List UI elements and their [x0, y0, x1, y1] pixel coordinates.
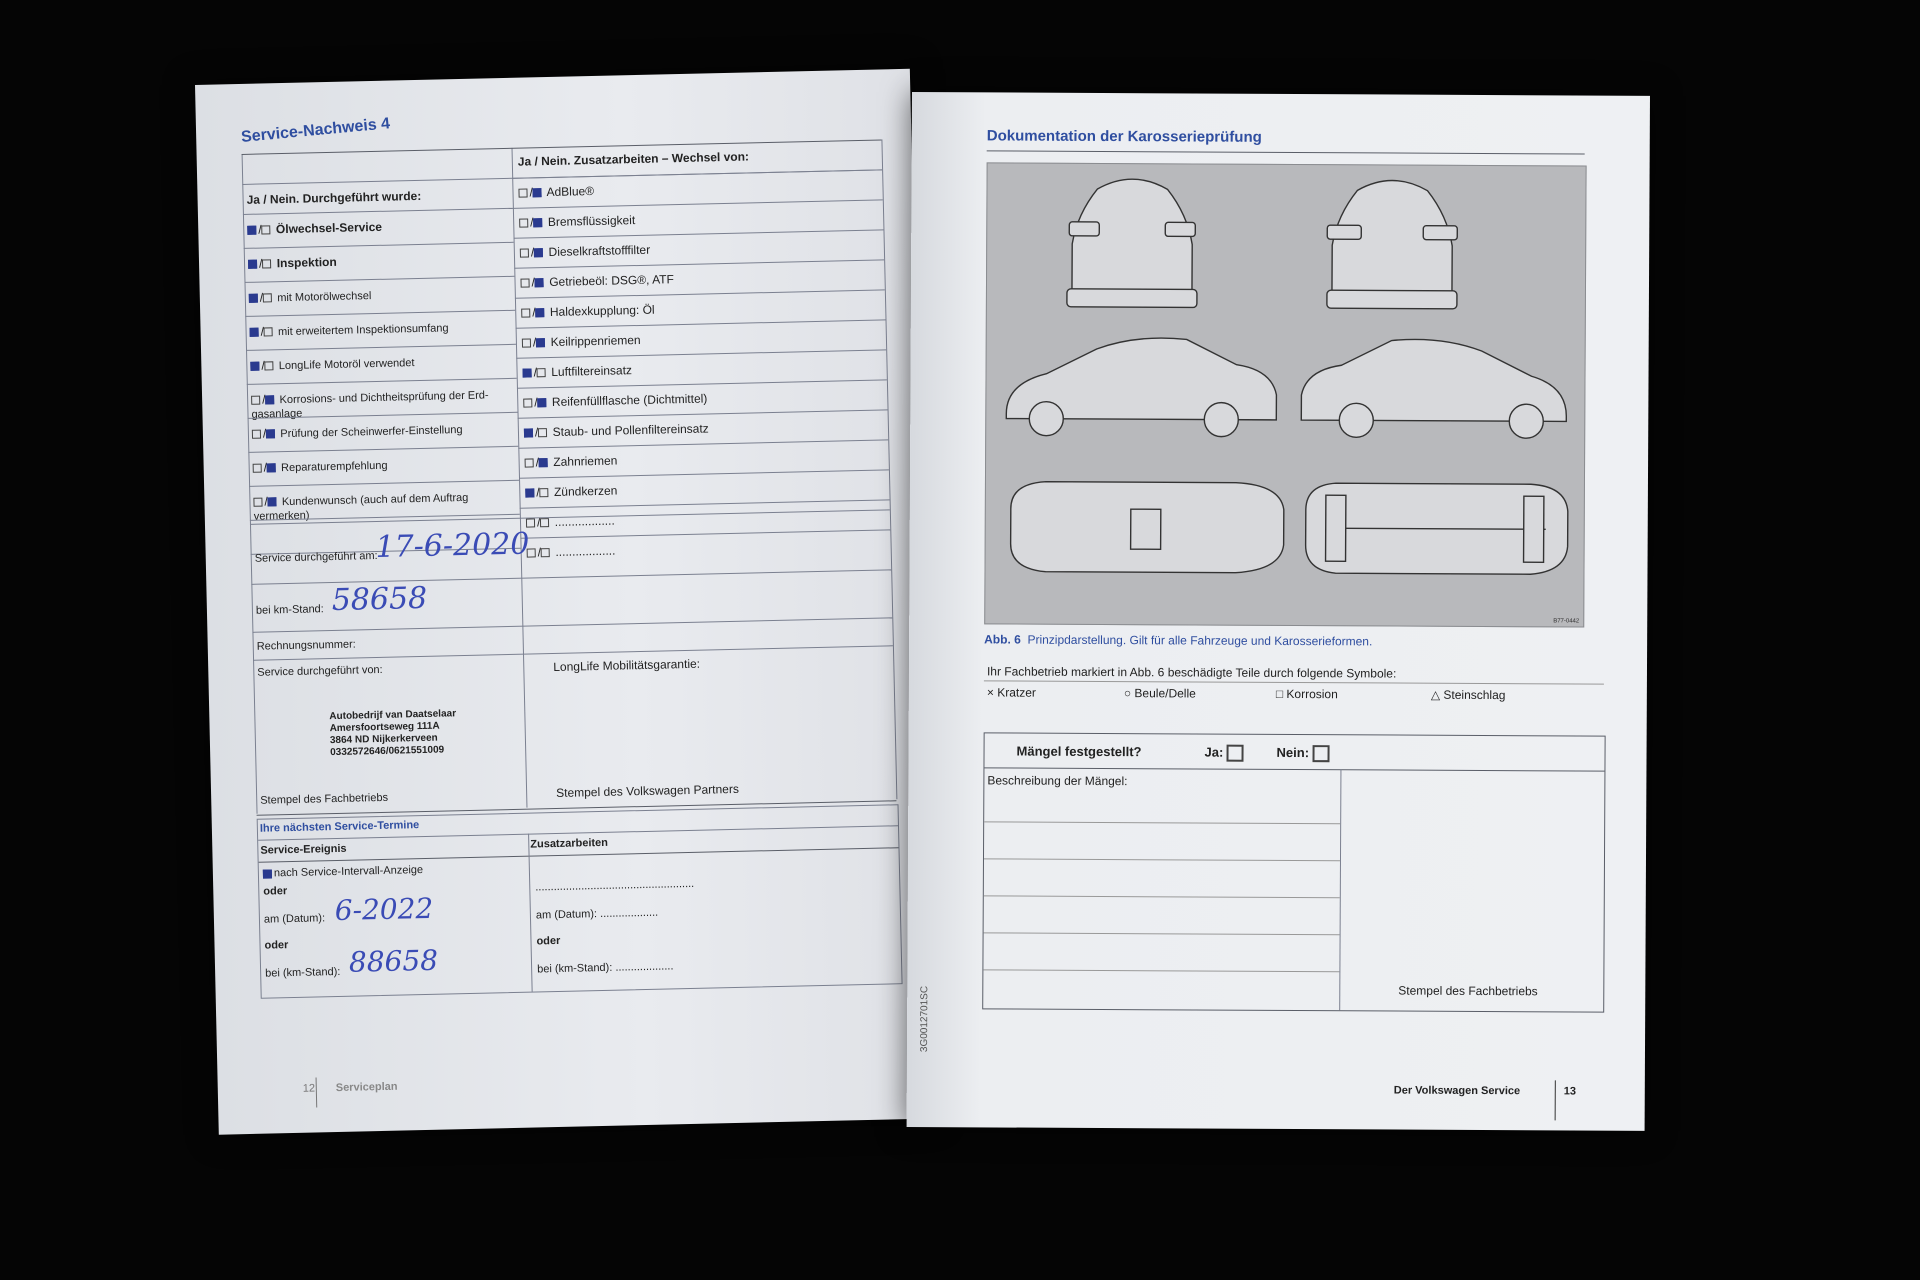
- checkbox[interactable]: [538, 428, 547, 437]
- next-km-label: bei (km-Stand):: [265, 965, 341, 980]
- nein-checkbox[interactable]: [1313, 745, 1330, 762]
- zusatz-item: / AdBlue®: [518, 184, 594, 200]
- zusatz-item: / Dieselkraftstofffilter: [520, 243, 651, 260]
- figure-caption: [984, 632, 1372, 648]
- checkbox[interactable]: [263, 294, 272, 303]
- checkbox[interactable]: [518, 189, 527, 198]
- zusatz-item: / Haldexkupplung: Öl: [521, 303, 655, 320]
- checkbox[interactable]: [535, 278, 544, 287]
- zusatz-item: / Bremsflüssigkeit: [519, 213, 635, 230]
- checkbox[interactable]: [520, 279, 529, 288]
- left-page: [195, 69, 934, 1135]
- next-km-label-r: bei (km-Stand): ...................: [537, 960, 674, 976]
- checkbox[interactable]: [537, 368, 546, 377]
- checkbox[interactable]: [533, 188, 542, 197]
- zusatz-item: / ..................: [526, 514, 615, 530]
- stamp-label-left: Stempel des Fachbetriebs: [260, 791, 389, 807]
- ja-label: Ja:: [1204, 745, 1246, 762]
- km-label: bei km-Stand:: [255, 603, 324, 617]
- checkbox[interactable]: [525, 459, 534, 468]
- checkbox-checked: [263, 869, 272, 878]
- stamp-label: Stempel des Fachbetriebs: [1398, 983, 1538, 999]
- next-sia: nach Service-Intervall-Anzeige: [263, 864, 423, 880]
- checkbox[interactable]: [252, 430, 261, 439]
- checkbox[interactable]: [524, 429, 533, 438]
- checkbox[interactable]: [534, 248, 543, 257]
- checkbox[interactable]: [249, 294, 258, 303]
- service-date-value: 17-6-2020: [375, 526, 530, 566]
- checkbox[interactable]: [536, 338, 545, 347]
- zusatz-item: / Keilrippenriemen: [522, 333, 641, 350]
- checkbox[interactable]: [253, 498, 262, 507]
- service-item-left: / mit Motorölwechsel: [249, 285, 511, 305]
- performed-by-label: Service durchgeführt von:: [257, 663, 383, 679]
- checkbox[interactable]: [523, 369, 532, 378]
- karosserie-title: Dokumentation der Karosserieprüfung: [986, 127, 1262, 146]
- next-date-label-r: am (Datum): ...................: [535, 906, 659, 922]
- checkbox[interactable]: [533, 218, 542, 227]
- checkbox[interactable]: [264, 328, 273, 337]
- zusatz-item: / Staub- und Pollenfiltereinsatz: [524, 421, 709, 439]
- checkbox[interactable]: [265, 362, 274, 371]
- service-table: [242, 139, 897, 813]
- checkbox[interactable]: [253, 464, 262, 473]
- col-left-header: Ja / Nein. Durchgeführt wurde:: [246, 188, 422, 207]
- checkbox[interactable]: [267, 464, 276, 473]
- page-number-left: 12: [302, 1082, 316, 1095]
- checkbox[interactable]: [250, 362, 259, 371]
- checkbox[interactable]: [266, 430, 275, 439]
- page-section: Serviceplan: [335, 1080, 398, 1095]
- checkbox[interactable]: [520, 249, 529, 258]
- km-value: 58658: [331, 580, 428, 619]
- service-date-label: Service durchgeführt am:: [254, 549, 378, 565]
- zusatz-item: / Luftfiltereinsatz: [522, 363, 632, 379]
- service-item-left: / Prüfung der Scheinwerfer-Einstellung: [252, 421, 514, 441]
- symbol-steinschlag: △ Steinschlag: [1430, 687, 1506, 703]
- service-item-left: / LongLife Motoröl verwendet: [250, 353, 512, 373]
- stamp-line: 3864 ND Nijkerkerveen: [329, 732, 438, 747]
- service-item-left: / Inspektion: [248, 251, 510, 271]
- caption-text: Prinzipdarstellung. Gilt für alle Fahrzeuge und Karosserieformen.: [1027, 632, 1373, 649]
- next-date-value: 6-2022: [334, 891, 434, 928]
- checkbox[interactable]: [521, 309, 530, 318]
- defects-box: [982, 732, 1605, 1012]
- side-code: 3G0012701SC: [918, 985, 931, 1053]
- checkbox[interactable]: [519, 219, 528, 228]
- stamp-line: 0332572646/0621551009: [330, 744, 445, 759]
- stamp-row: [253, 645, 896, 815]
- service-item-left: / Korrosions- und Dichtheitsprüfung der Erd-gasanlage: [251, 389, 489, 421]
- col-right-header: Ja / Nein. Zusatzarbeiten – Wechsel von:: [517, 149, 750, 169]
- fig-code: B77-0442: [1553, 618, 1580, 625]
- checkbox[interactable]: [540, 488, 549, 497]
- checkbox[interactable]: [522, 339, 531, 348]
- zusatz-item: / Reifenfüllflasche (Dichtmittel): [523, 391, 707, 409]
- next-service-title: Ihre nächsten Service-Termine: [259, 819, 420, 835]
- service-item-left: / Ölwechsel-Service: [247, 217, 509, 237]
- stamp-line: Autobedrijf van Daatselaar: [329, 708, 457, 723]
- checkbox[interactable]: [248, 260, 257, 269]
- desc-label: Beschreibung der Mängel:: [987, 773, 1128, 789]
- caption-num: Abb. 6: [984, 632, 1021, 647]
- car-diagram: [984, 162, 1586, 627]
- stamp-label-right: Stempel des Volkswagen Partners: [555, 781, 740, 800]
- service-item-left: / mit erweitertem Inspektionsumfang: [249, 319, 511, 339]
- next-date-label: am (Datum):: [263, 912, 326, 926]
- checkbox[interactable]: [268, 498, 277, 507]
- invoice-label: Rechnungsnummer:: [256, 638, 356, 653]
- checkbox[interactable]: [536, 308, 545, 317]
- defects-question: Mängel festgestellt?: [1016, 743, 1142, 760]
- symbols-intro: Ihr Fachbetrieb markiert in Abb. 6 beschädigte Teile durch folgende Symbole:: [986, 664, 1397, 681]
- checkbox[interactable]: [523, 399, 532, 408]
- service-item-left: / Kundenwunsch (auch auf dem Auftrag vermerken): [253, 491, 469, 523]
- symbol-beule: ○ Beule/Delle: [1123, 686, 1196, 701]
- symbol-kratzer: × Kratzer: [986, 685, 1036, 700]
- next-col2: Zusatzarbeiten: [530, 836, 609, 851]
- checkbox[interactable]: [250, 328, 259, 337]
- symbol-korrosion: □ Korrosion: [1275, 686, 1338, 702]
- checkbox[interactable]: [539, 458, 548, 467]
- stamp-line: Amersfoortseweg 111A: [329, 720, 440, 735]
- service-item-left: / Reparaturempfehlung: [253, 455, 515, 475]
- right-page: [907, 92, 1650, 1131]
- oder-1: oder: [263, 885, 288, 898]
- next-km-value: 88658: [348, 943, 439, 979]
- page-number-right: 13: [1563, 1085, 1577, 1098]
- checkbox[interactable]: [538, 398, 547, 407]
- checkbox[interactable]: [247, 226, 256, 235]
- zusatz-item: / Zündkerzen: [525, 484, 617, 500]
- checkbox[interactable]: [262, 226, 271, 235]
- oder-2: oder: [264, 939, 289, 952]
- longlife-label: LongLife Mobilitätsgarantie:: [553, 656, 701, 675]
- checkbox[interactable]: [525, 489, 534, 498]
- checkbox[interactable]: [265, 396, 274, 405]
- service-title: Service-Nachweis 4: [240, 115, 391, 146]
- zusatz-item: / Getriebeöl: DSG®, ATF: [520, 272, 674, 289]
- next-service-box: [257, 804, 903, 999]
- nein-label: Nein:: [1276, 745, 1331, 762]
- zusatz-item: / Zahnriemen: [524, 454, 617, 470]
- dealer-stamp: [329, 708, 457, 759]
- ja-checkbox[interactable]: [1227, 745, 1244, 762]
- dots-line: ....................................................: [535, 877, 695, 894]
- checkbox[interactable]: [251, 396, 260, 405]
- next-col1: Service-Ereignis: [260, 842, 347, 857]
- zusatz-item: / ..................: [527, 544, 616, 560]
- oder-3: oder: [536, 934, 561, 948]
- checkbox[interactable]: [262, 260, 271, 269]
- car-drawings: [985, 163, 1585, 626]
- footer-text: Der Volkswagen Service: [1393, 1084, 1521, 1098]
